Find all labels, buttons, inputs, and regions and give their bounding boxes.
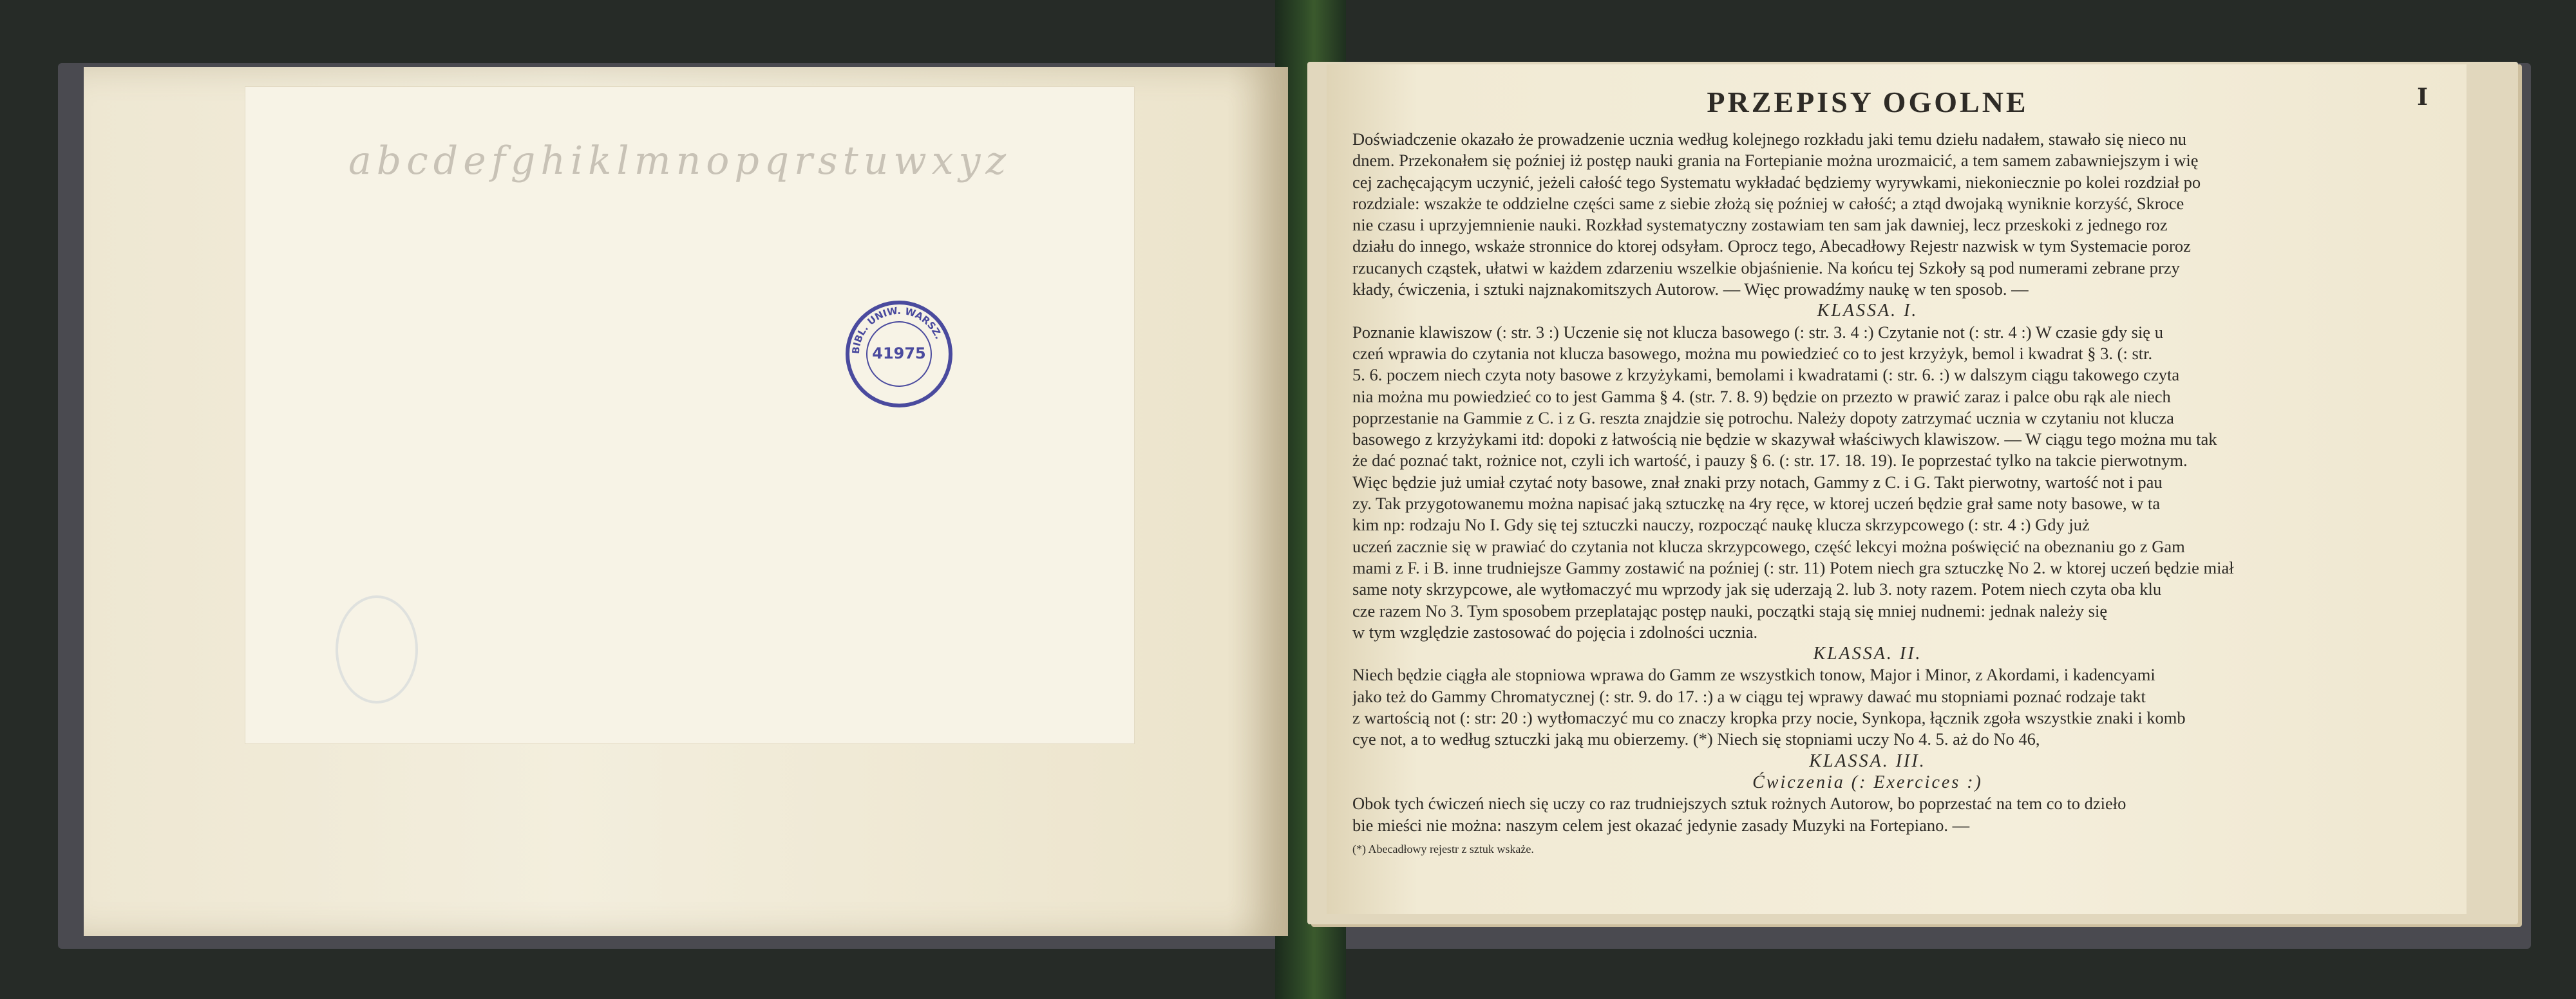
- text-line: poprzestanie na Gammie z C. i z G. reszta znajdzie się potrochu. Należy dopoty zatrzymać ucznia w czytaniu not klucza: [1352, 407, 2174, 427]
- text-line: cej zachęcającym uczynić, jeżeli całość tego Systematu wykładać będziemy wyrywkami, niekoniecznie po kolei rozdział po: [1352, 172, 2201, 192]
- text-line: cze razem No 3. Tym sposobem przeplatając postęp nauki, początki stają się mniej nudnemi: jednak należy się: [1352, 601, 2108, 621]
- page-number: I: [2417, 84, 2428, 111]
- faint-stamp-offset: [336, 595, 418, 704]
- text-line: mami z F. i B. inne trudniejsze Gammy zostawić na poźniej (: str. 11) Potem niech gra sztuczkę No 2. w ktorej uczeń będzie miał: [1352, 557, 2234, 577]
- text-line: cye not, a to według sztuczki jaką mu obierzemy. (*) Niech się stopniami uczy No 4. 5. aż do No 46,: [1352, 729, 2040, 749]
- left-page: [84, 67, 1288, 936]
- text-line: same noty skrzypcowe, ale wytłomaczyć mu wprzody jak się uderzają 2. lub 3. noty razem. Potem niech czyta oba klu: [1352, 579, 2162, 599]
- section-heading: KLASSA. III.: [1809, 751, 1926, 771]
- text-line: jako też do Gammy Chromatycznej (: str. 9. do 17. :) a w ciągu tej wprawy dawać mu stopniami poznać rodzaje takt: [1352, 686, 2146, 706]
- text-line: działu do innego, wskaże stronnice do ktorej odsyłam. Oprocz tego, Abecadłowy Rejestr nazwisk w tym Systemacie poroz: [1352, 236, 2191, 256]
- text-line: uczeń zacznie się w prawiać do czytania not klucza skrzypcowego, część lekcyi można poświęcić na obeznaniu go z Gam: [1352, 536, 2185, 556]
- text-line: w tym względzie zastosować do pojęcia i zdolności ucznia.: [1352, 622, 1758, 642]
- section-heading: KLASSA. II.: [1813, 644, 1922, 664]
- subsection-heading: Ćwiczenia (: Exercices :): [1752, 772, 1983, 792]
- library-stamp-icon: [844, 299, 954, 409]
- text-line: dnem. Przekonałem się poźniej iż postęp nauki grania na Fortepianie można urozmaicić, a tem samem zabawniejszym i wię: [1352, 151, 2199, 171]
- pencil-alphabet-note: abcdefghiklmnopqrstuwxyz: [348, 138, 1012, 183]
- section-heading: KLASSA. I.: [1817, 301, 1918, 321]
- text-line: Obok tych ćwiczeń niech się uczy co raz trudniejszych sztuk rożnych Autorow, bo poprzestać na tem co to dzieło: [1352, 794, 2126, 814]
- text-line: kłady, ćwiczenia, i sztuki najznakomitszych Autorow. — Więc prowadźmy naukę w ten sposob. —: [1352, 279, 2029, 299]
- text-line: nia można mu powiedzieć co to jest Gamma § 4. (str. 7. 8. 9) będzie on przezto w prawić zaraz i palce obu rąk ale niech: [1352, 386, 2171, 406]
- text-line: rzucanych cząstek, ułatwi w każdem zdarzeniu wszelkie objaśnienie. Na końcu tej Szkoły są pod numerami zebrane przy: [1352, 257, 2180, 277]
- text-line: nie czasu i uprzyjemnienie nauki. Rozkład systematyczny zostawiam ten sam jak dawniej, lecz przeskoki z jednego roz: [1352, 215, 2168, 235]
- text-line: basowego z krzyżykami itd: dopoki z łatwością nie będzie w skazywał właściwych klawiszow. — W ciągu tego można mu tak: [1352, 429, 2217, 449]
- page-title: PRZEPISY OGOLNE: [1707, 86, 2029, 118]
- text-line: Niech będzie ciągła ale stopniowa wprawa do Gamm ze wszystkich tonow, Major i Minor, z Akordami, i kadencyami: [1352, 665, 2155, 685]
- text-line: rozdziale: wszakże te oddzielne części same z siebie złożą się poźniej w całość; a ztąd dwojaką wyniknie korzyść, Skroce: [1352, 193, 2184, 213]
- text-line: Więc będzie już umiał czytać noty basowe, znał znaki przy notach, Gammy z C. i G. Takt pierwotny, wartość not i pau: [1352, 472, 2163, 492]
- body-text: [1352, 129, 2460, 860]
- text-line: bie mieści nie można: naszym celem jest okazać jedynie zasady Muzyki na Fortepiano. —: [1352, 815, 1970, 835]
- text-line: Doświadczenie okazało że prowadzenie ucznia według kolejnego rozkładu jaki temu dziełu nadałem, stawało się nieco nu: [1352, 129, 2187, 149]
- stamp-ring-text: BIBL. UNIW. WARSZ.: [849, 304, 945, 355]
- footnote: (*) Abecadłowy rejestr z sztuk wskaże.: [1352, 842, 1534, 855]
- text-line: Poznanie klawiszow (: str. 3 :) Uczenie się not klucza basowego (: str. 3. 4 :) Czytanie not (: str. 4 :) W czasie gdy się u: [1352, 322, 2163, 342]
- text-line: że dać poznać takt, rożnice not, czyli ich wartość, i pauzy § 6. (: str. 17. 18. 19). Ie poprzestać tylko na takcie pierwotnym.: [1352, 451, 2188, 471]
- text-line: zy. Tak przygotowanemu można napisać jaką sztuczkę na 4ry ręce, w ktorej uczeń będzie grał same noty basowe, w ta: [1352, 494, 2161, 514]
- right-page: [1327, 64, 2467, 914]
- mounted-blank-sheet: [245, 86, 1135, 744]
- text-line: z wartością not (: str: 20 :) wytłomaczyć mu co znaczy kropka przy nocie, Synkopa, łącznik zgoła wszystkie znaki i komb: [1352, 708, 2186, 728]
- text-line: kim np: rodzaju No I. Gdy się tej sztuczki nauczy, rozpocząć naukę klucza skrzypcowego (: str. 4 :) Gdy już: [1352, 515, 2090, 535]
- text-line: czeń wprawia do czytania not klucza basowego, można mu powiedzieć co to jest krzyżyk, bemol i kwadrat § 3. (: str.: [1352, 343, 2153, 363]
- stamp-number: 41975: [872, 344, 926, 362]
- text-line: 5. 6. poczem niech czyta noty basowe z krzyżykami, bemolami i kwadratami (: str. 6. :) w dalszym ciągu takowego czyta: [1352, 365, 2180, 385]
